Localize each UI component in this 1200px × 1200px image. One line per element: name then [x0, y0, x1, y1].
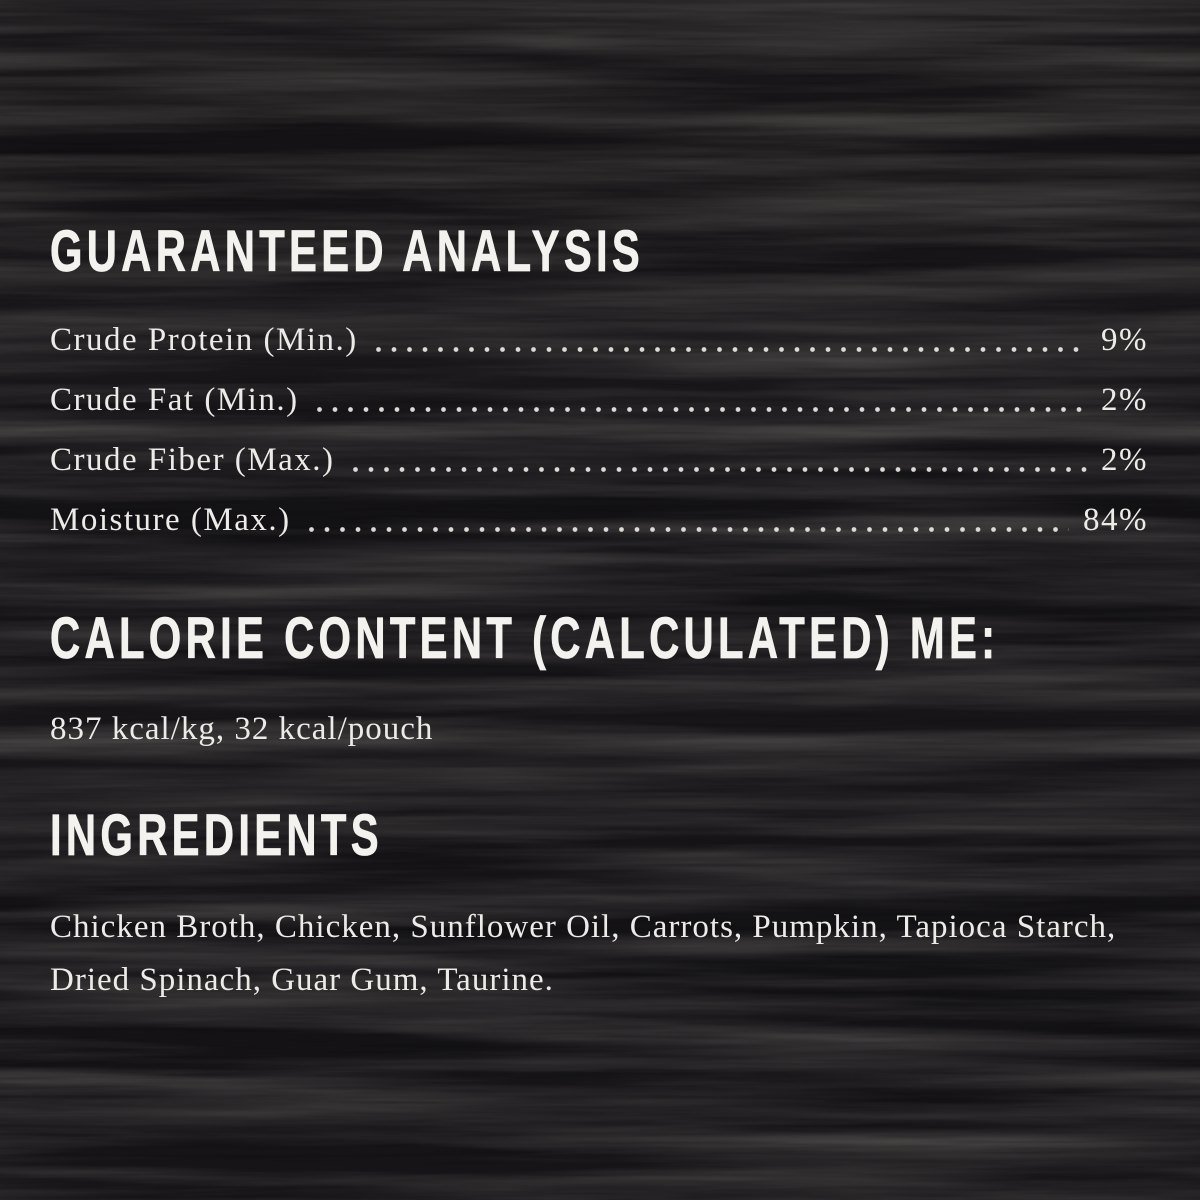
analysis-value: 2% — [1101, 442, 1148, 478]
ingredients-heading — [50, 803, 1148, 880]
calorie-content-heading — [50, 606, 1148, 683]
dotted-leader — [347, 430, 1087, 490]
dotted-leader — [311, 370, 1087, 430]
analysis-label: Crude Fat (Min.) — [50, 382, 299, 418]
analysis-label: Moisture (Max.) — [50, 502, 291, 538]
analysis-row-moisture — [50, 490, 1148, 550]
analysis-value: 9% — [1101, 322, 1148, 358]
analysis-value: 84% — [1083, 502, 1148, 538]
calorie-content-heading-text: CALORIE CONTENT (CALCULATED) ME: — [50, 606, 1000, 671]
ingredients-list: Chicken Broth, Chicken, Sunflower Oil, Carrots, Pumpkin, Tapioca Starch, Dried Spinach, Guar Gum, Taurine. — [50, 909, 1117, 998]
ingredients-heading-text: INGREDIENTS — [50, 803, 383, 868]
calorie-content-value: 837 kcal/kg, 32 kcal/pouch — [50, 711, 434, 747]
guaranteed-analysis-heading — [50, 219, 1148, 296]
dotted-leader — [303, 490, 1069, 550]
guaranteed-analysis-heading-text: GUARANTEED ANALYSIS — [50, 219, 645, 284]
dotted-leader — [370, 310, 1087, 370]
analysis-row-crude-fiber — [50, 430, 1148, 490]
analysis-row-crude-fat — [50, 370, 1148, 430]
analysis-label: Crude Fiber (Max.) — [50, 442, 335, 478]
analysis-value: 2% — [1101, 382, 1148, 418]
analysis-row-crude-protein — [50, 310, 1148, 370]
guaranteed-analysis-table — [50, 310, 1148, 550]
analysis-label: Crude Protein (Min.) — [50, 322, 358, 358]
